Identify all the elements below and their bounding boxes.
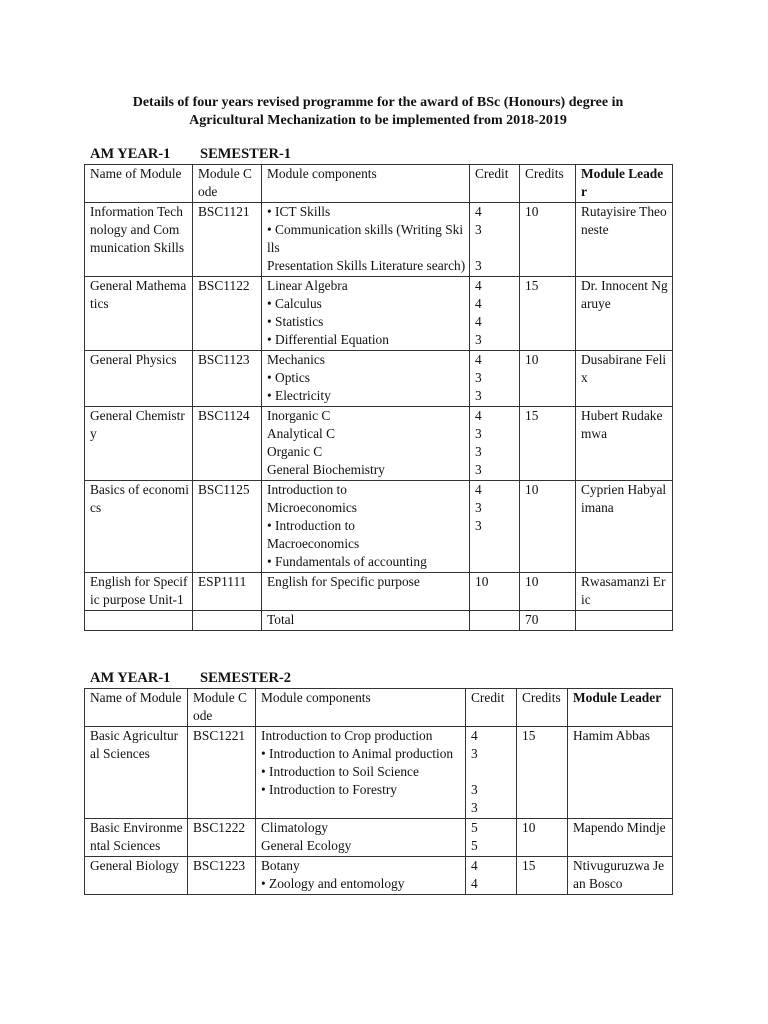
credit-value: 4 (475, 482, 482, 497)
year-label: AM YEAR-1 (90, 670, 171, 686)
credit-cell (466, 727, 517, 819)
credit-value: 3 (471, 800, 478, 815)
credit-value: 4 (471, 728, 478, 743)
component-line: • Optics (267, 370, 310, 385)
credit-value: 3 (475, 518, 482, 533)
empty-cell (470, 611, 520, 631)
module-leader: Cyprien Habyalimana (576, 481, 673, 573)
credit-value: 4 (475, 314, 482, 329)
component-line: Inorganic C (267, 408, 331, 423)
header-credit: Credit (470, 165, 520, 203)
credit-value: 4 (475, 296, 482, 311)
credit-cell (466, 819, 517, 857)
table-row (85, 277, 673, 351)
credit-value: 3 (475, 500, 482, 515)
module-leader: Rutayisire Theoneste (576, 203, 673, 277)
component-line: English for Specific purpose (267, 574, 420, 589)
component-line: • Introduction to Forestry (261, 782, 397, 797)
module-leader: Dr. Innocent Ngaruye (576, 277, 673, 351)
credit-cell (470, 481, 520, 573)
component-line: Organic C (267, 444, 323, 459)
table-row (85, 407, 673, 481)
credit-cell (466, 857, 517, 895)
module-leader: Mapendo Mindje (568, 819, 673, 857)
component-line: Botany (261, 858, 300, 873)
credit-value: 3 (475, 462, 482, 477)
table-row (85, 819, 673, 857)
credit-value: 4 (475, 352, 482, 367)
component-line: Mechanics (267, 352, 326, 367)
module-code: BSC1123 (193, 351, 262, 407)
credit-cell (470, 277, 520, 351)
component-line: Introduction to Crop production (261, 728, 433, 743)
credit-value: 5 (471, 820, 478, 835)
module-components (262, 351, 470, 407)
total-label: Total (262, 611, 470, 631)
table-row (85, 481, 673, 573)
semester-1-heading (90, 146, 292, 163)
module-components (262, 203, 470, 277)
header-credit: Credit (466, 689, 517, 727)
component-line: • Zoology and entomology (261, 876, 405, 891)
header-code: Module Code (188, 689, 256, 727)
table-header-row (85, 165, 673, 203)
component-line: • ICT Skills (267, 204, 331, 219)
component-line: • Differential Equation (267, 332, 389, 347)
credit-value: 4 (471, 876, 478, 891)
credit-value: 3 (475, 426, 482, 441)
header-name: Name of Module (85, 689, 188, 727)
credits-total: 15 (517, 727, 568, 819)
empty-cell (576, 611, 673, 631)
credits-total: 15 (520, 407, 576, 481)
module-name: Information Technology and Communication Skills (85, 203, 193, 277)
module-leader: Dusabirane Felix (576, 351, 673, 407)
semester-label: SEMESTER-2 (200, 670, 292, 686)
title-line-2: Agricultural Mechanization to be implemented from 2018-2019 (189, 113, 567, 128)
component-line: Macroeconomics (267, 536, 360, 551)
module-name: Basic Environmental Sciences (85, 819, 188, 857)
module-name: Basic Agricultural Sciences (85, 727, 188, 819)
module-leader: Rwasamanzi Eric (576, 573, 673, 611)
component-line: Presentation Skills Literature search) (267, 258, 466, 273)
component-line: General Biochemistry (267, 462, 385, 477)
module-name: Basics of economics (85, 481, 193, 573)
module-code: BSC1121 (193, 203, 262, 277)
credit-value: 3 (475, 258, 482, 273)
total-credits: 70 (520, 611, 576, 631)
module-components (262, 407, 470, 481)
header-credits: Credits (520, 165, 576, 203)
credits-total: 10 (517, 819, 568, 857)
component-line: Analytical C (267, 426, 336, 441)
module-leader: Hubert Rudakemwa (576, 407, 673, 481)
credit-value: 3 (475, 332, 482, 347)
component-line: • Introduction to (267, 518, 355, 533)
credit-value: 3 (471, 782, 478, 797)
credit-value: 3 (475, 444, 482, 459)
empty-cell (85, 611, 193, 631)
module-name: General Mathematics (85, 277, 193, 351)
table-row (85, 203, 673, 277)
component-line: • Calculus (267, 296, 322, 311)
module-name: General Biology (85, 857, 188, 895)
component-line: • Statistics (267, 314, 324, 329)
header-credits: Credits (517, 689, 568, 727)
module-code: ESP1111 (193, 573, 262, 611)
credits-total: 15 (520, 277, 576, 351)
credit-value: 3 (475, 222, 482, 237)
table-row (85, 857, 673, 895)
component-line: Climatology (261, 820, 328, 835)
component-line: • Communication skills (Writing Skills (267, 222, 464, 255)
table-row (85, 573, 673, 611)
module-code: BSC1124 (193, 407, 262, 481)
credit-value: 4 (471, 858, 478, 873)
component-line: Introduction to (267, 482, 347, 497)
component-line: General Ecology (261, 838, 352, 853)
module-name: English for Specific purpose Unit-1 (85, 573, 193, 611)
module-name: General Chemistry (85, 407, 193, 481)
module-code: BSC1223 (188, 857, 256, 895)
table-row (85, 351, 673, 407)
semester-label: SEMESTER-1 (200, 146, 292, 162)
credits-total: 15 (517, 857, 568, 895)
semester-2-table (84, 688, 673, 895)
header-name: Name of Module (85, 165, 193, 203)
module-code: BSC1125 (193, 481, 262, 573)
module-components (256, 857, 466, 895)
module-components (262, 481, 470, 573)
credits-total: 10 (520, 351, 576, 407)
credit-cell (470, 573, 520, 611)
header-components: Module components (262, 165, 470, 203)
module-code: BSC1221 (188, 727, 256, 819)
credit-value: 3 (471, 746, 478, 761)
component-line: Microeconomics (267, 500, 357, 515)
semester-2-heading (90, 670, 292, 687)
module-components (262, 573, 470, 611)
credit-value: 10 (475, 574, 489, 589)
module-name: General Physics (85, 351, 193, 407)
page-title (84, 94, 672, 130)
component-line: • Electricity (267, 388, 331, 403)
credit-value: 4 (475, 278, 482, 293)
module-code: BSC1222 (188, 819, 256, 857)
header-components: Module components (256, 689, 466, 727)
semester-1-table (84, 164, 673, 631)
total-row (85, 611, 673, 631)
credit-spacer (471, 763, 513, 781)
credits-total: 10 (520, 573, 576, 611)
credit-value: 3 (475, 388, 482, 403)
credit-cell (470, 203, 520, 277)
component-line: • Fundamentals of accounting (267, 554, 427, 569)
credit-value: 5 (471, 838, 478, 853)
module-leader: Ntivuguruzwa Jean Bosco (568, 857, 673, 895)
component-line: • Introduction to Animal production (261, 746, 454, 761)
header-leader: Module Leader (568, 689, 673, 727)
title-line-1: Details of four years revised programme for the award of BSc (Honours) degree in (132, 95, 624, 110)
credit-cell (470, 407, 520, 481)
credit-value: 3 (475, 370, 482, 385)
module-code: BSC1122 (193, 277, 262, 351)
year-label: AM YEAR-1 (90, 146, 171, 162)
table-row (85, 727, 673, 819)
empty-cell (193, 611, 262, 631)
credit-cell (470, 351, 520, 407)
credits-total: 10 (520, 203, 576, 277)
table-header-row (85, 689, 673, 727)
module-components (256, 727, 466, 819)
credit-value: 4 (475, 408, 482, 423)
component-line: Linear Algebra (267, 278, 348, 293)
credit-spacer (475, 239, 516, 257)
header-leader: Module Leader (576, 165, 673, 203)
header-code: Module Code (193, 165, 262, 203)
credits-total: 10 (520, 481, 576, 573)
credit-value: 4 (475, 204, 482, 219)
module-components (256, 819, 466, 857)
module-leader: Hamim Abbas (568, 727, 673, 819)
component-line: • Introduction to Soil Science (261, 764, 419, 779)
module-components (262, 277, 470, 351)
